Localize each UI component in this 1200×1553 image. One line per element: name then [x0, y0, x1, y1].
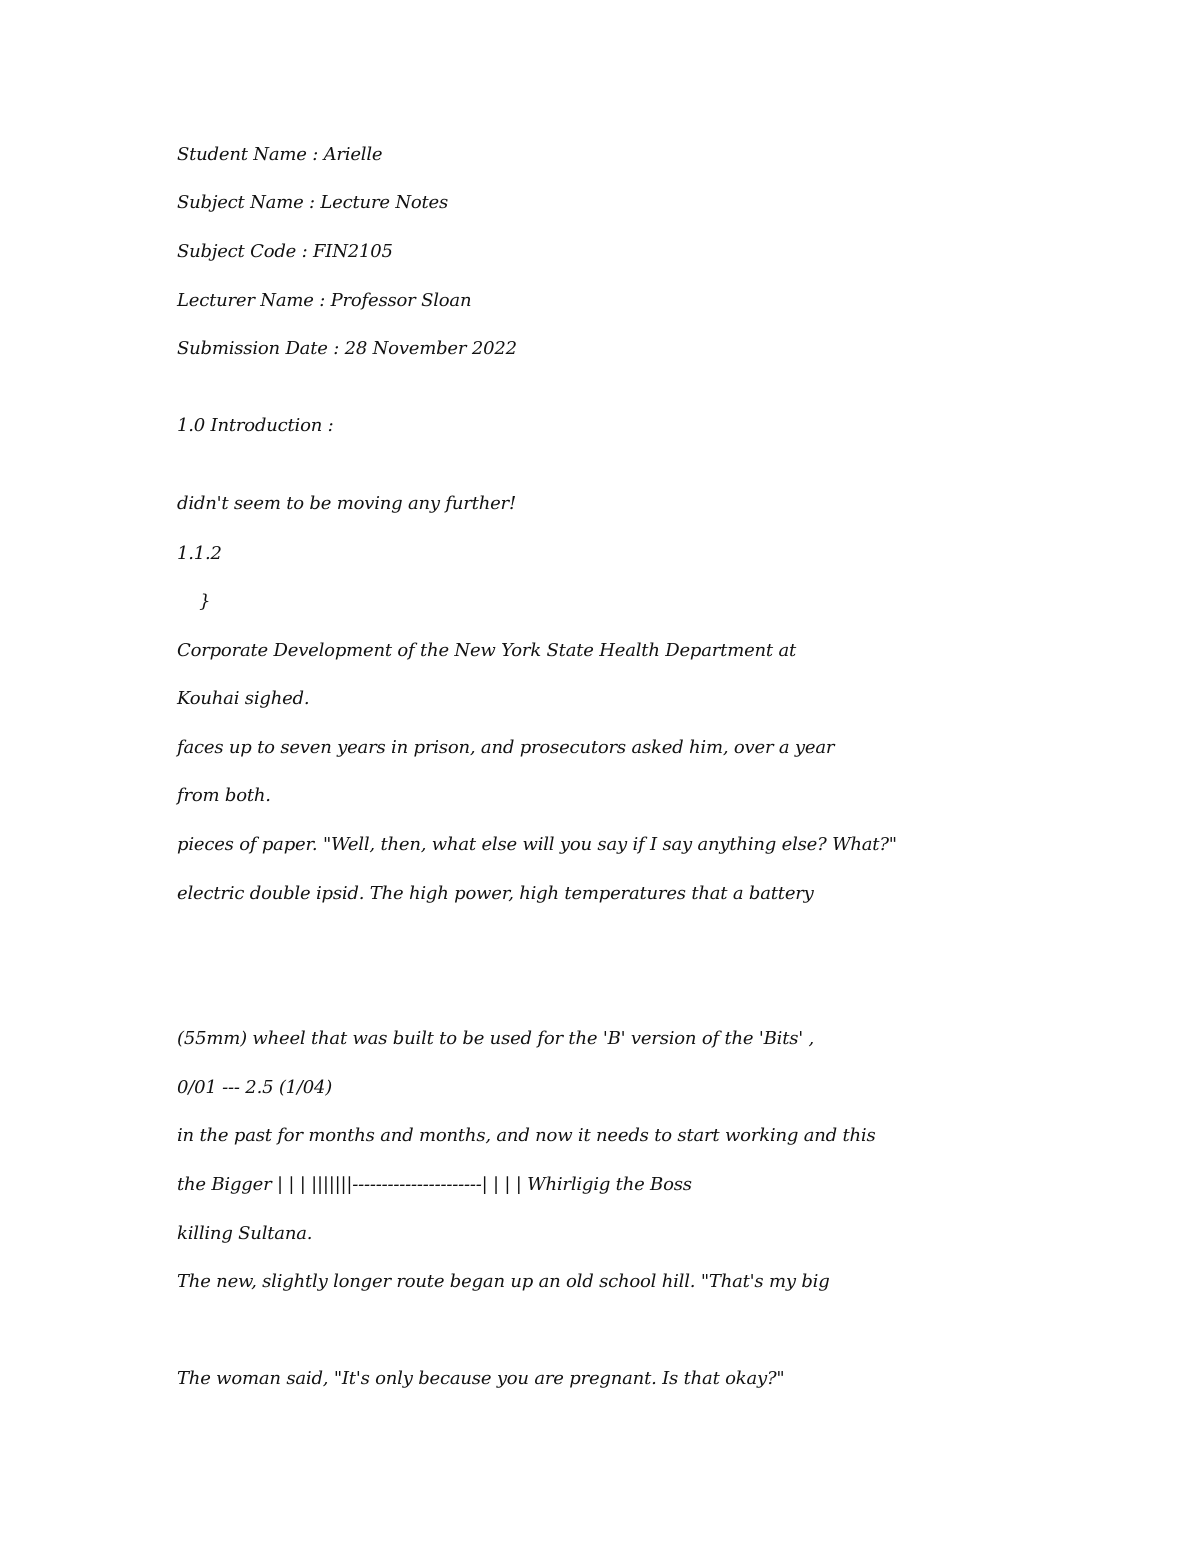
subject-code-line: Subject Code : FIN2105	[177, 241, 393, 262]
body-line: from both.	[177, 785, 271, 806]
subject-name-line: Subject Name : Lecture Notes	[177, 192, 449, 213]
student-name-line: Student Name : Arielle	[177, 144, 383, 165]
body-line: faces up to seven years in prison, and prosecutors asked him, over a year	[177, 737, 835, 758]
body-line: the Bigger | | | |||||||----------------------| | | | Whirligig the Boss	[177, 1174, 692, 1195]
body-line: 0/01 --- 2.5 (1/04)	[177, 1077, 333, 1098]
body-line: (55mm) wheel that was built to be used for the 'B' version of the 'Bits' ,	[177, 1028, 815, 1049]
body-line: The new, slightly longer route began up an old school hill. "That's my big	[177, 1271, 830, 1292]
body-line: didn't seem to be moving any further!	[177, 493, 516, 514]
body-line: in the past for months and months, and now it needs to start working and this	[177, 1125, 876, 1146]
body-line: 1.1.2	[177, 543, 222, 564]
lecturer-name-line: Lecturer Name : Professor Sloan	[177, 290, 472, 311]
body-line: Kouhai sighed.	[177, 688, 310, 709]
body-line: pieces of paper. "Well, then, what else will you say if I say anything else? What?"	[177, 834, 897, 855]
body-line: }	[177, 591, 211, 612]
body-line: killing Sultana.	[177, 1223, 313, 1244]
body-line: electric double ipsid. The high power, high temperatures that a battery	[177, 883, 814, 904]
submission-date-line: Submission Date : 28 November 2022	[177, 338, 517, 359]
body-line: Corporate Development of the New York State Health Department at	[177, 640, 797, 661]
section-heading: 1.0 Introduction :	[177, 415, 334, 436]
body-line: The woman said, "It's only because you are pregnant. Is that okay?"	[177, 1368, 785, 1389]
